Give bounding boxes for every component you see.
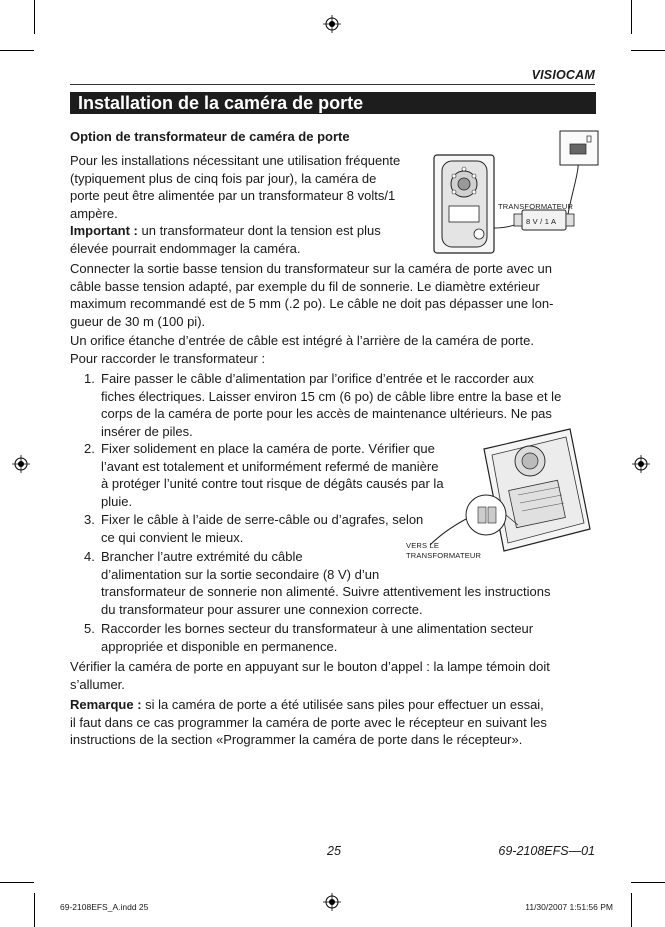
registration-mark-icon xyxy=(632,455,650,473)
step-number: 3. xyxy=(84,512,95,527)
verify-paragraph xyxy=(70,658,600,693)
intro-line: ampère. xyxy=(70,205,118,221)
connect-line: Connecter la sortie basse tension du transformateur sur la caméra de porte avec un xyxy=(70,261,552,276)
connect-line: gueur de 30 m (100 pi). xyxy=(70,313,206,329)
step-line: du transformateur pour assurer une connexion correcte. xyxy=(101,601,423,617)
verify-line: Vérifier la caméra de porte en appuyant sur le bouton d’appel : la lampe témoin doit xyxy=(70,659,550,674)
crop-mark xyxy=(0,882,34,883)
step-line: ce qui convient le mieux. xyxy=(101,529,244,545)
important-text: élevée pourrait endommager la caméra. xyxy=(70,240,301,256)
step-line: Fixer solidement en place la caméra de porte. Vérifier que xyxy=(101,441,435,456)
subheading: Option de transformateur de caméra de porte xyxy=(70,129,350,144)
slug-file-info: 69-2108EFS_A.indd 25 xyxy=(60,902,149,912)
remark-label: Remarque : xyxy=(70,697,142,712)
orifice-line: Un orifice étanche d’entrée de câble est intégré à l’arrière de la caméra de porte. xyxy=(70,333,534,348)
step-line: Raccorder les bornes secteur du transformateur à une alimentation secteur xyxy=(101,621,534,636)
step-line: insérer de piles. xyxy=(101,423,193,439)
verify-line: s’allumer. xyxy=(70,676,125,692)
step-line: à protéger l’unité contre tout risque de dégâts causés par la xyxy=(101,476,444,491)
remark-text: instructions de la section «Programmer la caméra de porte dans le récepteur». xyxy=(70,732,523,747)
remark-text: si la caméra de porte a été utilisée sans piles pour effectuer un essai, xyxy=(141,697,544,712)
transformer-label: TRANSFORMATEUR xyxy=(498,202,574,211)
registration-mark-icon xyxy=(12,455,30,473)
step-line: pluie. xyxy=(101,493,133,509)
crop-mark xyxy=(34,0,35,34)
intro-line: (typiquement plus de cinq fois par jour), la caméra de xyxy=(70,170,377,186)
connect-line: maximum recommandé est de 5 mm (.2 po). Le câble ne doit pas dépasser une lon- xyxy=(70,296,554,311)
step-line: transformateur de sonnerie non alimenté. Suivre attentivement les instructions xyxy=(101,584,551,599)
intro-paragraph xyxy=(70,152,430,222)
important-text: un transformateur dont la tension est plus xyxy=(137,223,381,238)
document-number: 69-2108EFS—01 xyxy=(498,844,595,858)
header-brand: VISIOCAM xyxy=(531,68,595,82)
to-transformer-label: VERS LE xyxy=(406,541,440,550)
important-note xyxy=(70,222,430,257)
step-number: 2. xyxy=(84,441,95,456)
crop-mark xyxy=(631,0,632,34)
remark-text: il faut dans ce cas programmer la caméra de porte avec le récepteur en suivant les xyxy=(70,714,547,730)
crop-mark xyxy=(0,50,34,51)
step-line: l’avant est totalement et uniformément refermé de manière xyxy=(101,458,439,474)
intro-line: Pour les installations nécessitant une utilisation fréquente xyxy=(70,153,401,168)
remark-note xyxy=(70,696,600,749)
step-number: 4. xyxy=(84,549,95,564)
step-line: Brancher l’autre extrémité du câble xyxy=(101,549,303,564)
step-number: 5. xyxy=(84,621,95,636)
section-title: Installation de la caméra de porte xyxy=(70,92,596,114)
connect-paragraph xyxy=(70,260,600,330)
figure-transformer-wiring xyxy=(432,128,604,256)
important-label: Important : xyxy=(70,223,138,238)
connect-line: câble basse tension adapté, par exemple du fil de sonnerie. Le diamètre extérieur xyxy=(70,278,540,294)
crop-mark xyxy=(631,882,665,883)
crop-mark xyxy=(631,893,632,927)
crop-mark xyxy=(34,893,35,927)
crop-mark xyxy=(631,50,665,51)
step-number: 1. xyxy=(84,371,95,386)
orifice-line: Pour raccorder le transformateur : xyxy=(70,350,266,366)
transformer-rating: 8 V / 1 A xyxy=(526,217,557,226)
orifice-paragraph xyxy=(70,332,600,367)
page-number: 25 xyxy=(327,844,341,858)
registration-mark-icon xyxy=(323,893,341,911)
step-line: d’alimentation sur la sortie secondaire (8 V) d’un xyxy=(101,566,380,582)
step-line: Faire passer le câble d’alimentation par l’orifice d’entrée et le raccorder aux xyxy=(101,371,534,386)
to-transformer-label: TRANSFORMATEUR xyxy=(406,551,482,560)
header-divider xyxy=(70,84,595,85)
step-line: Fixer le câble à l’aide de serre-câble ou d’agrafes, selon xyxy=(101,512,424,527)
figure-camera-back xyxy=(400,425,600,565)
step-line: corps de la caméra de porte pour les accès de maintenance ultérieurs. Ne pas xyxy=(101,406,552,421)
step-line: appropriée et disponible en permanence. xyxy=(101,638,338,654)
step-line: fiches électriques. Laisser environ 15 cm (6 po) de câble libre entre la base et le xyxy=(101,388,562,404)
slug-timestamp: 11/30/2007 1:51:56 PM xyxy=(525,902,613,912)
registration-mark-icon xyxy=(323,15,341,33)
door-camera-wiring-illustration xyxy=(432,128,604,256)
intro-line: porte peut être alimentée par un transformateur 8 volts/1 xyxy=(70,188,396,203)
